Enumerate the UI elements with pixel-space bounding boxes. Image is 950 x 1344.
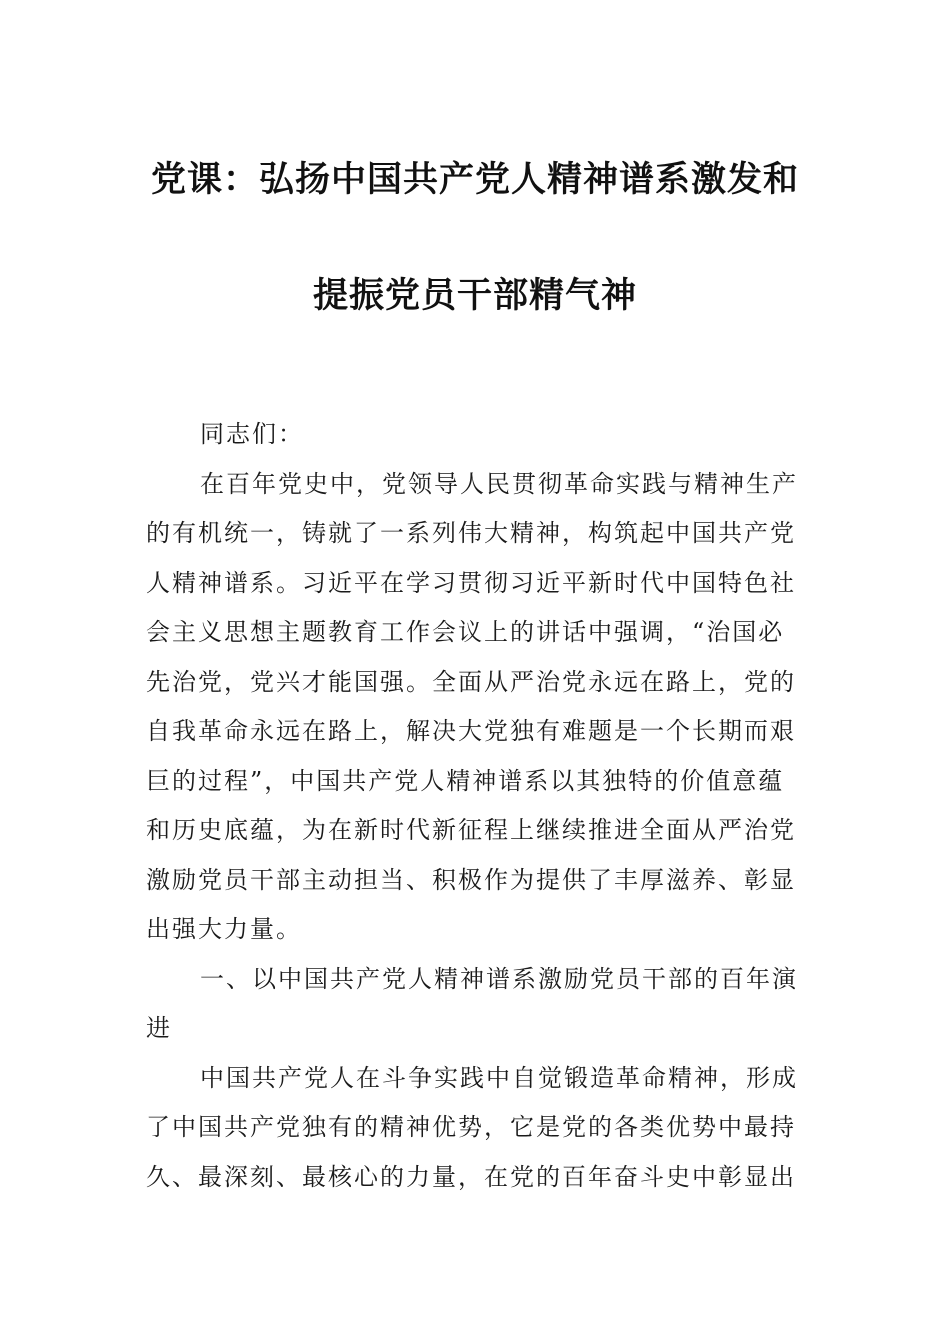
paragraph-line: 先治党，党兴才能国强。全面从严治党永远在路上，党的 <box>146 667 796 696</box>
title-line-2: 提振党员干部精气神 <box>312 276 637 316</box>
paragraph-line: 中国共产党人在斗争实践中自觉锻造革命精神，形成 <box>200 1063 798 1092</box>
paragraph-line: 在百年党史中，党领导人民贯彻革命实践与精神生产 <box>200 469 798 498</box>
paragraph-line: 了中国共产党独有的精神优势，它是党的各类优势中最持 <box>146 1113 796 1141</box>
paragraph-1 <box>146 460 811 955</box>
heading-line: 一、以中国共产党人精神谱系激励党员干部的百年演 <box>200 964 798 993</box>
paragraph-line: 的有机统一，铸就了一系列伟大精神，构筑起中国共产党 <box>146 519 796 547</box>
paragraph-line: 自我革命永远在路上，解决大党独有难题是一个长期而艰 <box>146 717 796 745</box>
paragraph-line: 激励党员干部主动担当、积极作为提供了丰厚滋养、彰显 <box>146 865 796 894</box>
paragraph-line: 和历史底蕴，为在新时代新征程上继续推进全面从严治党 <box>146 816 796 844</box>
greeting: 同志们： <box>200 420 304 448</box>
document-body <box>146 410 811 1202</box>
paragraph-line: 久、最深刻、最核心的力量，在党的百年奋斗史中彰显出 <box>146 1162 796 1191</box>
section-heading-1 <box>146 955 811 1054</box>
document-title <box>60 150 890 326</box>
paragraph-line: 会主义思想主题教育工作会议上的讲话中强调，“治国必 <box>146 618 785 646</box>
paragraph-line: 人精神谱系。习近平在学习贯彻习近平新时代中国特色社 <box>146 568 796 597</box>
title-line-1: 党课：弘扬中国共产党人精神谱系激发和 <box>150 160 799 200</box>
heading-line: 进 <box>146 1014 172 1042</box>
paragraph-line: 出强大力量。 <box>146 915 302 943</box>
paragraph-2 <box>146 1054 811 1203</box>
paragraph-line: 巨的过程”，中国共产党人精神谱系以其独特的价值意蕴 <box>146 766 785 795</box>
